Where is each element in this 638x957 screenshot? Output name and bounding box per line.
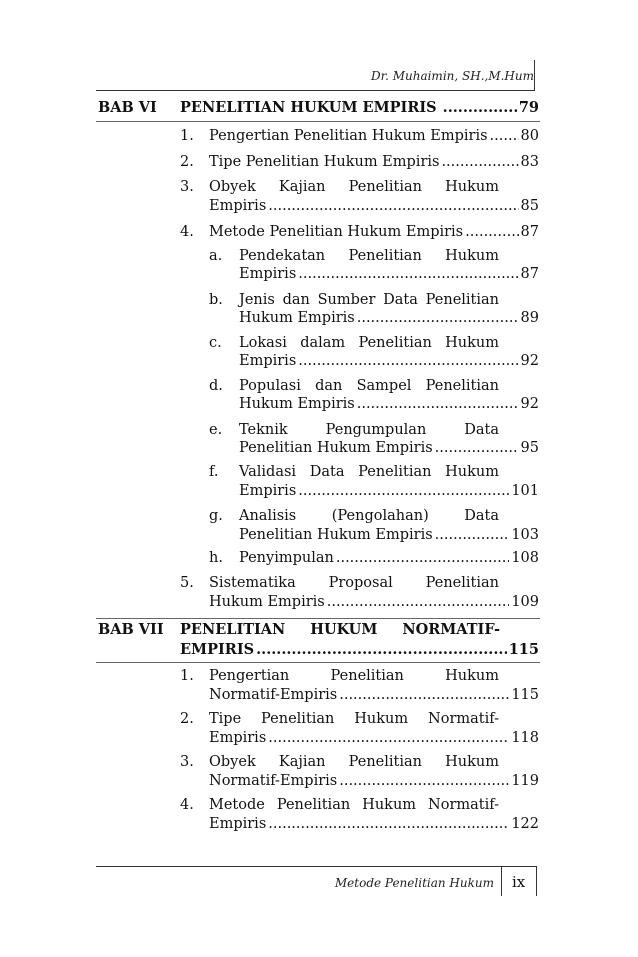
entry-text [209, 728, 539, 748]
subentry-title: Populasi dan Sampel Penelitian [239, 378, 499, 394]
subentry-title: Jenis dan Sumber Data Penelitian [239, 292, 499, 308]
entry-title: Metode Penelitian Hukum Empiris [209, 224, 464, 240]
entry-title: Obyek Kajian Penelitian Hukum [209, 179, 499, 195]
entry-title-cont: Normatif-Empiris [209, 773, 338, 789]
subentry-letter: h. [209, 550, 223, 566]
entry-text [209, 771, 539, 791]
entry-number: 5. [180, 575, 194, 591]
subentry-text [239, 394, 539, 414]
subentry-letter: d. [209, 378, 223, 394]
subentry-text [239, 351, 539, 371]
chapter-title-text: PENELITIAN HUKUM NORMATIF- [180, 621, 500, 638]
subentry-text [239, 308, 539, 328]
subentry-title: Penyimpulan [239, 550, 334, 566]
subentry-page: 89 [520, 310, 539, 326]
subentry-title-cont: Empiris [239, 483, 297, 499]
chapter-title-cont: EMPIRIS [180, 641, 255, 658]
entry-text [209, 222, 539, 242]
entry-title-cont: Hukum Empiris [209, 594, 325, 610]
subentry-title-cont: Hukum Empiris [239, 396, 355, 412]
subentry-title: Validasi Data Penelitian Hukum [239, 464, 499, 480]
subentry-page: 92 [520, 396, 539, 412]
subentry-title-cont: Empiris [239, 353, 297, 369]
entry-page: 122 [511, 816, 539, 832]
subentry-letter: e. [209, 422, 223, 438]
subentry-letter: g. [209, 508, 223, 524]
subentry-title: Lokasi dalam Penelitian Hukum [239, 335, 499, 351]
subentry-letter: c. [209, 335, 222, 351]
subentry-text [239, 525, 539, 545]
header-divider-vertical [534, 60, 535, 90]
entry-title: Pengertian Penelitian Hukum [209, 668, 499, 684]
subentry-title-cont: Empiris [239, 266, 297, 282]
entry-number: 4. [180, 797, 194, 813]
entry-title: Obyek Kajian Penelitian Hukum [209, 754, 499, 770]
subentry-text [239, 264, 539, 284]
subentry-title-cont: Penelitian Hukum Empiris [239, 440, 433, 456]
subentry-text [239, 481, 539, 501]
entry-number: 1. [180, 668, 194, 684]
subentry-title: Pendekatan Penelitian Hukum [239, 248, 499, 264]
entry-page: 115 [511, 687, 539, 703]
entry-number: 3. [180, 754, 194, 770]
entry-page: 83 [520, 154, 539, 170]
footer-rule [96, 866, 536, 867]
entry-title-cont: Empiris [209, 198, 267, 214]
subentry-letter: f. [209, 464, 219, 480]
subentry-letter: b. [209, 292, 223, 308]
chapter-rule [96, 662, 540, 663]
chapter-page: 115 [508, 641, 539, 658]
entry-text [209, 126, 539, 146]
entry-page: 80 [520, 128, 539, 144]
entry-title: Metode Penelitian Hukum Normatif- [209, 797, 499, 813]
footer-divider-vertical [501, 866, 502, 896]
entry-text [209, 814, 539, 834]
entry-title: Tipe Penelitian Hukum Empiris [209, 154, 440, 170]
entry-text [209, 685, 539, 705]
entry-number: 3. [180, 179, 194, 195]
chapter-title [180, 98, 539, 118]
entry-number: 2. [180, 154, 194, 170]
footer-divider-vertical [536, 866, 537, 896]
entry-page: 118 [511, 730, 539, 746]
subentry-page: 92 [520, 353, 539, 369]
entry-page: 119 [511, 773, 539, 789]
entry-title: Tipe Penelitian Hukum Normatif- [209, 711, 499, 727]
entry-text [209, 196, 539, 216]
entry-number: 4. [180, 224, 194, 240]
chapter-label: BAB VII [98, 621, 164, 638]
subentry-title: Analisis (Pengolahan) Data [239, 508, 499, 524]
entry-text [209, 592, 539, 612]
chapter-page: 79 [518, 99, 539, 116]
entry-title-cont: Normatif-Empiris [209, 687, 338, 703]
header-rule [96, 90, 535, 91]
entry-text [209, 152, 539, 172]
subentry-page: 108 [511, 550, 539, 566]
chapter-title [180, 640, 539, 660]
entry-title-cont: Empiris [209, 816, 267, 832]
subentry-letter: a. [209, 248, 223, 264]
running-header-author: Dr. Muhaimin, SH.,M.Hum [371, 69, 534, 83]
chapter-rule [96, 121, 540, 122]
subentry-page: 95 [520, 440, 539, 456]
entry-page: 85 [520, 198, 539, 214]
subentry-page: 101 [511, 483, 539, 499]
subentry-title-cont: Hukum Empiris [239, 310, 355, 326]
entry-number: 1. [180, 128, 194, 144]
subentry-title: Teknik Pengumpulan Data [239, 422, 499, 438]
page-number: ix [512, 873, 526, 891]
subentry-text [239, 548, 539, 568]
entry-title: Sistematika Proposal Penelitian [209, 575, 499, 591]
subentry-page: 87 [520, 266, 539, 282]
entry-page: 87 [520, 224, 539, 240]
entry-title: Pengertian Penelitian Hukum Empiris [209, 128, 488, 144]
chapter-rule [96, 618, 540, 619]
entry-number: 2. [180, 711, 194, 727]
chapter-title-text: PENELITIAN HUKUM EMPIRIS [180, 99, 437, 116]
running-footer-title: Metode Penelitian Hukum [334, 876, 494, 890]
subentry-text [239, 438, 539, 458]
subentry-title-cont: Penelitian Hukum Empiris [239, 527, 433, 543]
subentry-page: 103 [511, 527, 539, 543]
entry-page: 109 [511, 594, 539, 610]
entry-title-cont: Empiris [209, 730, 267, 746]
chapter-label: BAB VI [98, 99, 157, 116]
